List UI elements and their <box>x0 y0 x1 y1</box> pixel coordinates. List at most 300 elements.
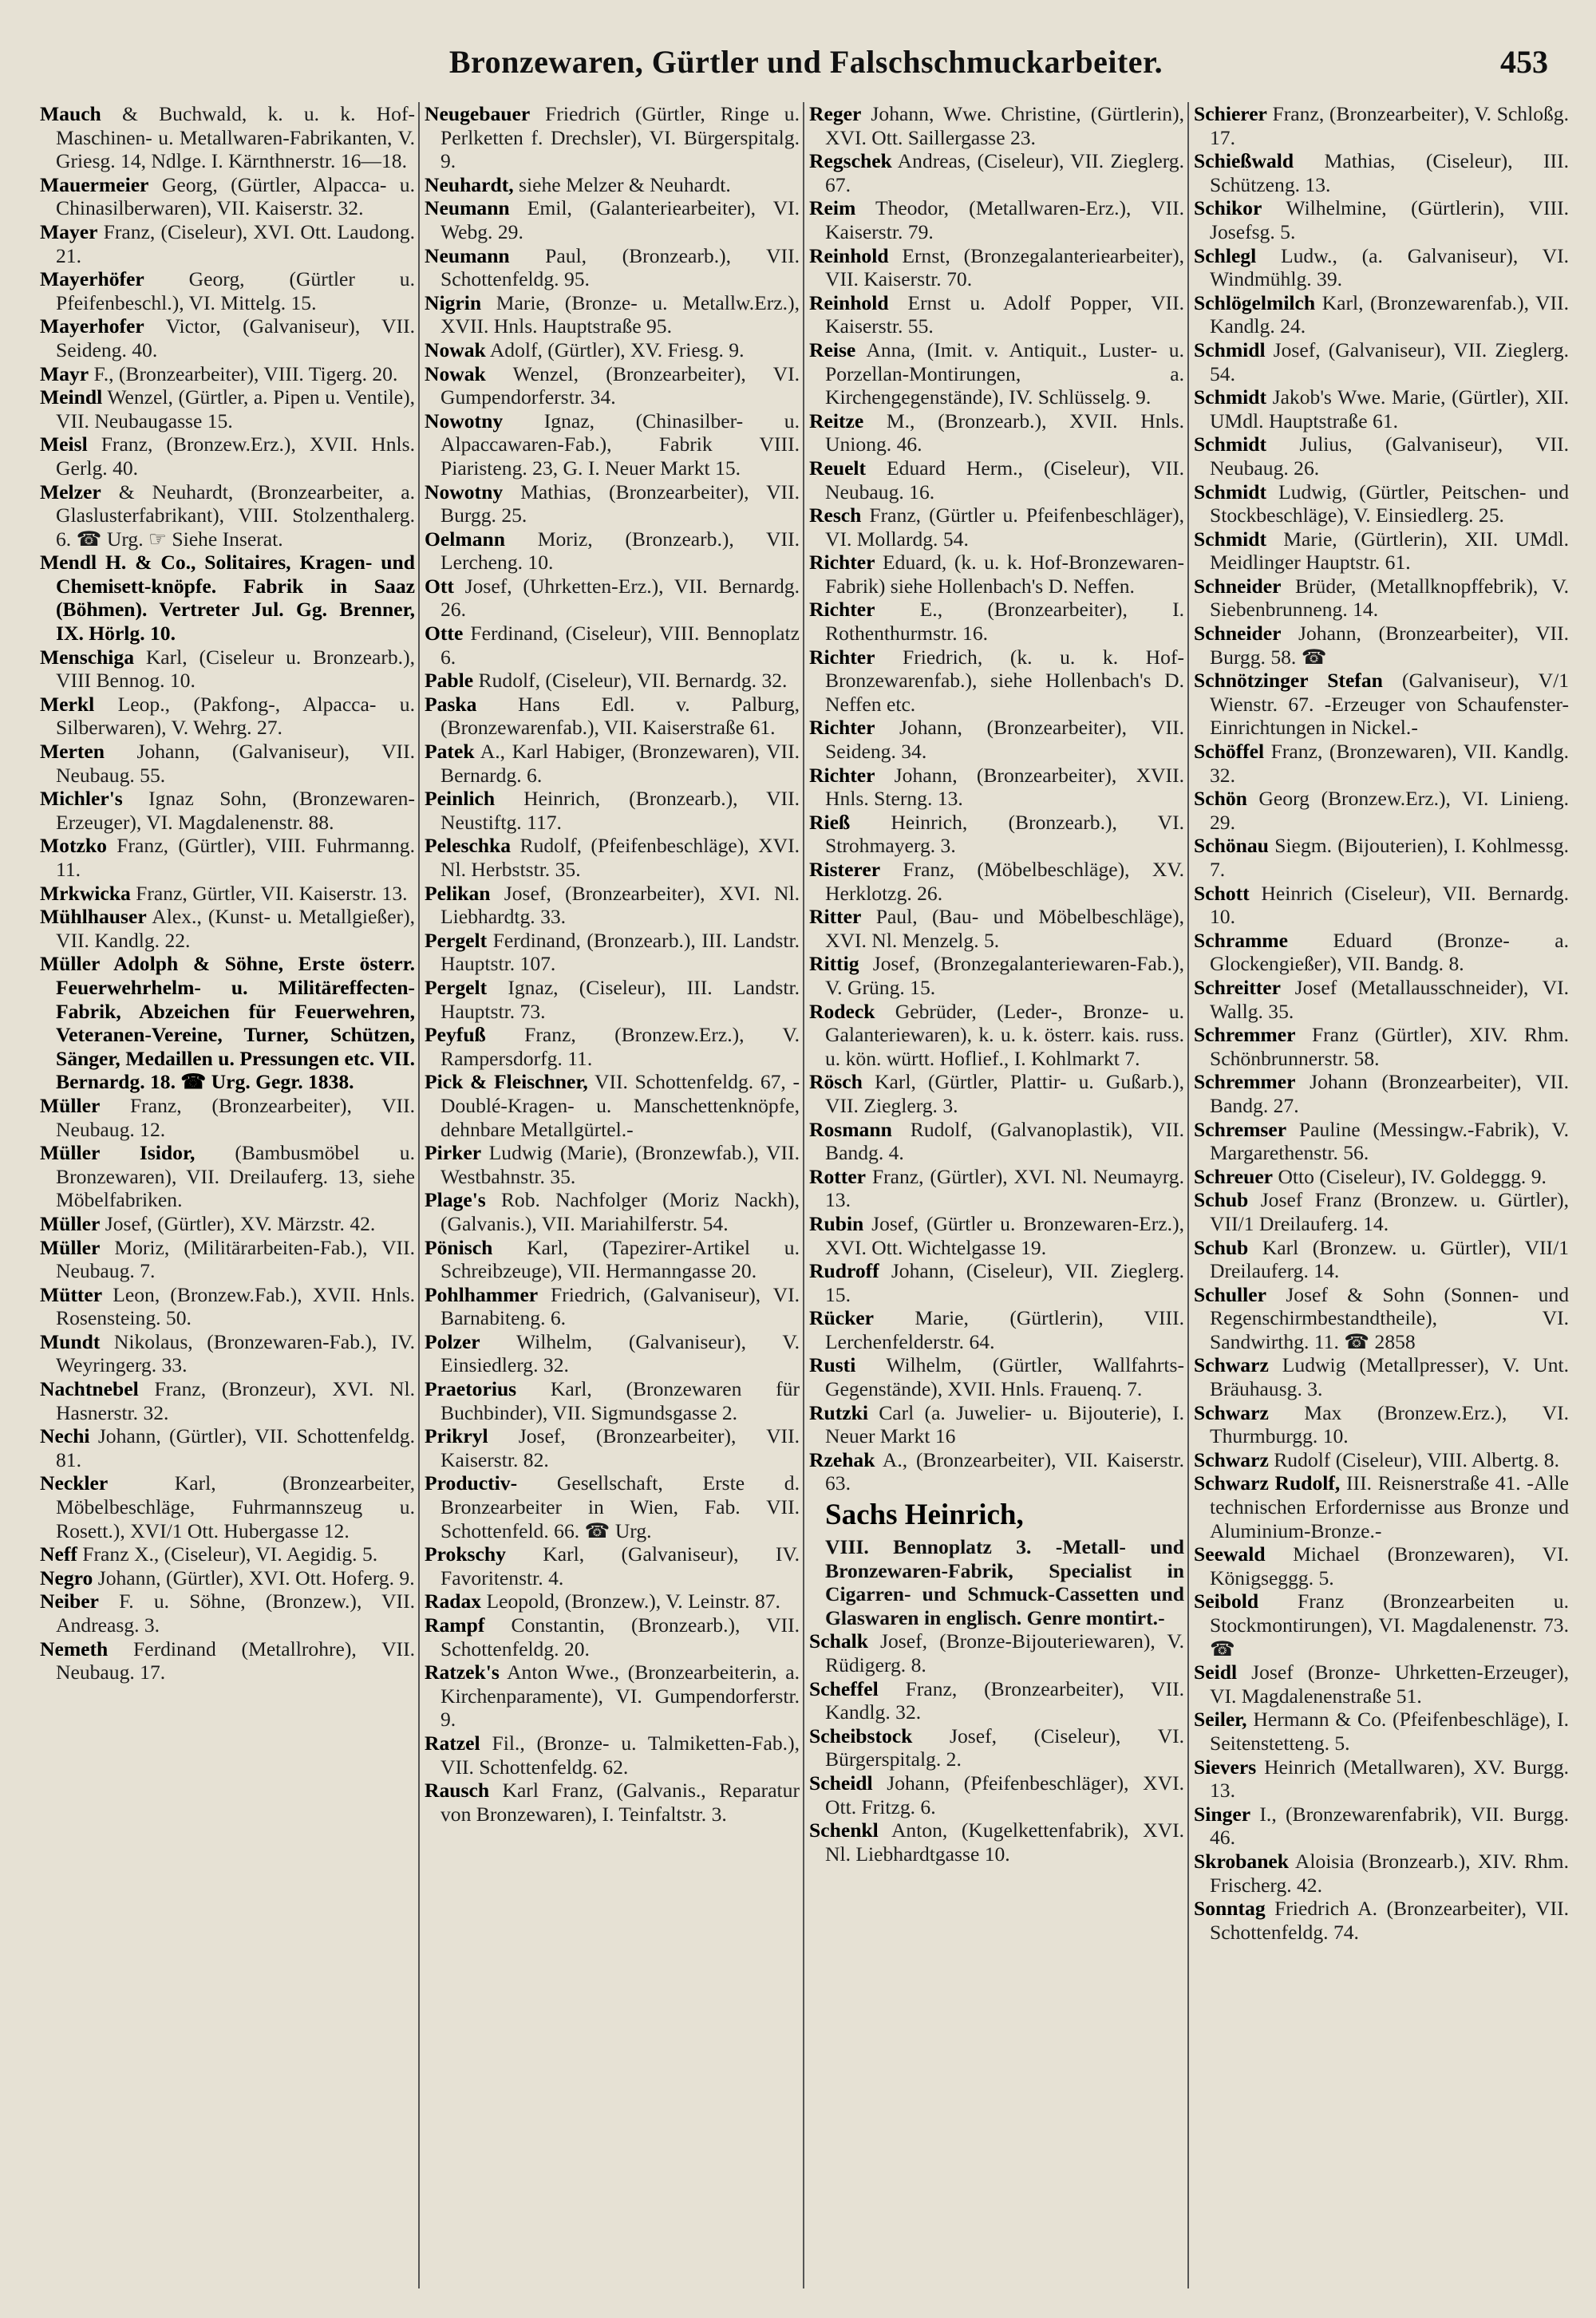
entry-name: Scheidl <box>809 1771 873 1795</box>
directory-entry <box>1194 527 1569 575</box>
directory-entry <box>1194 1803 1569 1850</box>
entry-name: Rudroff <box>809 1259 879 1283</box>
directory-entry <box>425 1023 800 1070</box>
entry-details: Leop., (Pakfong-, Alpacca- u. Silberwaren), V. Wehrg. 27. <box>56 692 415 740</box>
directory-entry <box>40 787 415 834</box>
entry-name: Sievers <box>1194 1755 1257 1779</box>
directory-entry <box>40 1471 415 1542</box>
entry-name: Productiv- <box>425 1471 518 1495</box>
entry-details: Josef, (Uhrketten-Erz.), VII. Bernardg. 26. <box>440 574 800 622</box>
entry-details: Rudolf, (Galvanoplastik), VII. Bandg. 4. <box>825 1117 1184 1165</box>
entry-details: Ernst u. Adolf Popper, VII. Kaiserstr. 55. <box>825 290 1184 338</box>
entry-details: Siegm. (Bijouterien), I. Kohlmessg. 7. <box>1210 834 1569 881</box>
directory-entry <box>425 1471 800 1542</box>
entry-name: Ratzel <box>425 1731 480 1755</box>
entry-name: Schmidl <box>1194 338 1266 361</box>
entry-name: Neff <box>40 1542 77 1566</box>
entry-details: Franz, (Bronzew.Erz.), XVII. Hnls. Gerlg. 40. <box>56 432 415 480</box>
entry-name: Nowotny <box>425 480 504 503</box>
entry-details: Josef & Sohn (Sonnen- und Regenschirmbestandtheile), VI. Sandwirthg. 11. ☎ 2858 <box>1210 1282 1569 1353</box>
entry-name: Mayerhofer <box>40 314 144 338</box>
entry-name: Peinlich <box>425 787 496 811</box>
entry-details: Wenzel, (Bronzearbeiter), VI. Gumpendorferstr. 34. <box>440 361 800 409</box>
entry-details: F., (Bronzearbeiter), VIII. Tigerg. 20. <box>89 361 398 385</box>
entry-details: Ludw., (a. Galvaniseur), VI. Windmühlg. 39. <box>1210 243 1569 291</box>
directory-entry <box>425 882 800 929</box>
entry-name: Prokschy <box>425 1542 506 1566</box>
directory-entry <box>809 646 1184 717</box>
entry-details: Nikolaus, (Bronzewaren-Fab.), IV. Weyringerg. 33. <box>56 1329 415 1377</box>
entry-name: Pohlhammer <box>425 1282 539 1306</box>
directory-entry <box>40 1094 415 1141</box>
entry-details: Brüder, (Metallknopffebrik), V. Siebenbrunneng. 14. <box>1210 574 1569 622</box>
entry-name: Nowak <box>425 361 486 385</box>
directory-entry <box>1194 480 1569 527</box>
entry-details: Max (Bronzew.Erz.), VI. Thurmburgg. 10. <box>1210 1400 1569 1448</box>
directory-entry <box>425 244 800 291</box>
entry-details: Josef (Bronze- Uhrketten-Erzeuger), VI. Magdalenenstraße 51. <box>1210 1661 1569 1708</box>
directory-entry <box>40 1566 415 1590</box>
entry-details: Gesellschaft, Erste d. Bronzearbeiter in Wien, Fab. VII. Schottenfeld. 66. ☎ Urg. <box>440 1471 800 1542</box>
entry-name: Pirker <box>425 1141 482 1165</box>
entry-details: Karl, (Bronzewarenfab.), VII. Kandlg. 24. <box>1210 290 1569 338</box>
directory-entry <box>1194 575 1569 622</box>
entry-name: Richter <box>809 716 875 740</box>
directory-entry <box>1194 432 1569 480</box>
directory-entry <box>809 764 1184 811</box>
entry-name: Skrobanek <box>1194 1849 1290 1873</box>
directory-entry <box>40 1377 415 1424</box>
entry-details: Wenzel, (Gürtler, a. Pipen u. Ventile), VII. Neubaugasse 15. <box>56 385 415 432</box>
entry-name: Michler's <box>40 787 123 811</box>
directory-entry <box>809 952 1184 999</box>
entry-details: Marie, (Bronze- u. Metallw.Erz.), XVII. Hnls. Hauptstraße 95. <box>440 290 800 338</box>
entry-details: Rudolf (Ciseleur), VIII. Albertg. 8. <box>1268 1447 1560 1471</box>
entry-details: Franz, (Bronzearbeiter), V. Schloßg. 17. <box>1210 102 1569 149</box>
column-3 <box>809 102 1184 2296</box>
entry-details: Eduard, (k. u. k. Hof-Bronzewaren-Fabrik) siehe Hollenbach's D. Neffen. <box>825 551 1184 598</box>
directory-entry <box>40 1424 415 1471</box>
directory-entry <box>809 716 1184 763</box>
entry-details: Leopold, (Bronzew.), V. Leinstr. 87. <box>481 1589 780 1613</box>
directory-entry <box>1194 1471 1569 1542</box>
entry-name: Schöffel <box>1194 740 1265 764</box>
entry-name: Mauch <box>40 102 101 125</box>
entry-name: Nachtnebel <box>40 1377 139 1401</box>
directory-entry <box>425 669 800 693</box>
entry-details: Karl Franz, (Galvanis., Reparatur von Bronzewaren), I. Teinfaltstr. 3. <box>440 1779 800 1826</box>
entry-details: Pauline (Messingw.-Fabrik), V. Margarethenstr. 56. <box>1210 1117 1569 1165</box>
entry-details: Ignaz, (Ciseleur), III. Landstr. Hauptstr. 73. <box>440 975 800 1023</box>
entry-details: Alex., (Kunst- u. Metallgießer), VII. Kandlg. 22. <box>56 905 415 952</box>
directory-entry <box>809 1724 1184 1771</box>
entry-name: Schenkl <box>809 1818 879 1842</box>
directory-entry <box>425 575 800 622</box>
directory-entry <box>1194 1353 1569 1400</box>
entry-details: siehe Melzer & Neuhardt. <box>513 172 731 196</box>
entry-name: Schmidt <box>1194 432 1267 456</box>
directory-entry <box>1194 385 1569 432</box>
entry-details: Heinrich (Ciseleur), VII. Bernardg. 10. <box>1210 881 1569 929</box>
directory-columns <box>40 102 1572 2296</box>
entry-name: Mühlhauser <box>40 905 147 929</box>
entry-name: Pergelt <box>425 928 488 952</box>
entry-name: Schneider <box>1194 622 1282 646</box>
entry-name: Reim <box>809 196 856 220</box>
entry-name: Rutzki <box>809 1400 868 1424</box>
directory-entry <box>809 1118 1184 1165</box>
entry-name: Mayerhöfer <box>40 267 144 291</box>
entry-details: Rob. Nachfolger (Moriz Nackh), (Galvanis.), VII. Mariahilferstr. 54. <box>440 1188 800 1235</box>
entry-name: Reitze <box>809 409 864 432</box>
directory-entry <box>1194 1850 1569 1897</box>
directory-entry <box>809 1165 1184 1212</box>
directory-entry <box>1194 1448 1569 1472</box>
directory-entry <box>425 527 800 575</box>
entry-details: Leon, (Bronzew.Fab.), XVII. Hnls. Rosensteing. 50. <box>56 1282 415 1330</box>
entry-details: Josef, (Bronzearbeiter), VII. Kaiserstr. 82. <box>440 1424 800 1471</box>
directory-entry <box>425 1732 800 1779</box>
directory-entry <box>425 693 800 740</box>
entry-name: Schönau <box>1194 834 1269 858</box>
directory-entry <box>425 1330 800 1377</box>
entry-name: Rausch <box>425 1779 490 1803</box>
entry-name: Radax <box>425 1589 482 1613</box>
entry-details: Ludwig (Metallpresser), V. Unt. Bräuhausg. 3. <box>1210 1353 1569 1401</box>
directory-entry <box>1194 976 1569 1023</box>
entry-name: Richter <box>809 763 875 787</box>
entry-name: Rzehak <box>809 1447 875 1471</box>
entry-name: Müller <box>40 1211 101 1235</box>
entry-details: Franz, (Möbelbeschläge), XV. Herklotzg. 26. <box>825 858 1184 905</box>
entry-name: Schikor <box>1194 196 1262 220</box>
entry-name: Meisl <box>40 432 88 456</box>
entry-name: Polzer <box>425 1329 480 1353</box>
directory-entry <box>40 905 415 952</box>
directory-entry <box>40 362 415 386</box>
directory-entry <box>425 291 800 338</box>
entry-details: Josef, (Bronzegalanteriewaren-Fab.), V. Grüng. 15. <box>825 952 1184 999</box>
entry-name: Melzer <box>40 480 101 503</box>
entry-details: Franz, (Gürtler), VIII. Fuhrmanng. 11. <box>56 834 415 881</box>
entry-details: Julius, (Galvaniseur), VII. Neubaug. 26. <box>1210 432 1569 480</box>
directory-entry <box>809 102 1184 149</box>
column-2 <box>425 102 800 2296</box>
entry-details: Marie, (Gürtlerin), XII. UMdl. Meidlinger Hauptstr. 61. <box>1210 527 1569 575</box>
entry-details: Gebrüder, (Leder-, Bronze- u. Galanteriewaren), k. u. k. österr. kais. russ. u. kön. württ. Hoflief., I. Kohlmarkt 7. <box>825 999 1184 1070</box>
entry-details: VII. Schottenfeldg. 67, -Doublé-Kragen- u. Manschettenknöpfe, dehnbare Metallgürtel.- <box>440 1070 800 1141</box>
entry-details: Franz X., (Ciseleur), VI. Aegidig. 5. <box>77 1542 378 1566</box>
entry-details: Ludwig (Marie), (Bronzewfab.), VII. Westbahnstr. 35. <box>440 1141 800 1188</box>
entry-name: Ratzek's <box>425 1661 500 1684</box>
directory-entry <box>1194 1236 1569 1283</box>
directory-entry <box>809 338 1184 409</box>
entry-name: Mundt <box>40 1329 101 1353</box>
entry-details: Franz, (Gürtler), XVI. Nl. Neumayrg. 13. <box>825 1164 1184 1212</box>
entry-details: Ignaz, (Chinasilber- u. Alpaccawaren-Fab.), Fabrik VIII. Piaristeng. 23, G. I. Neuer Markt 15. <box>440 409 800 480</box>
entry-details: Josef, (Gürtler), XV. Märzstr. 42. <box>100 1211 376 1235</box>
entry-name: Neuhardt, <box>425 172 514 196</box>
entry-name: Motzko <box>40 834 107 858</box>
entry-name: Paska <box>425 692 477 716</box>
directory-entry <box>1194 291 1569 338</box>
entry-name: Mütter <box>40 1282 103 1306</box>
entry-details: Josef, (Bronze-Bijouteriewaren), V. Rüdigerg. 8. <box>825 1629 1184 1676</box>
entry-name: Neumann <box>425 196 510 220</box>
entry-details: Karl, (Bronzearbeiter, Möbelbeschläge, Fuhrmannszeug u. Rosett.), XVI/1 Ott. Hubergasse 12. <box>56 1471 415 1542</box>
entry-name: Patek <box>425 740 475 764</box>
entry-name: Neumann <box>425 243 510 267</box>
directory-entry <box>425 1070 800 1141</box>
entry-name: Singer <box>1194 1802 1251 1826</box>
entry-name: Schalk <box>809 1629 868 1653</box>
entry-name: Sachs Heinrich, <box>825 1499 1024 1532</box>
entry-details: Franz, (Bronzeur), XVI. Nl. Hasnerstr. 32. <box>56 1377 415 1424</box>
entry-name: Neugebauer <box>425 102 531 125</box>
entry-name: Rösch <box>809 1070 863 1094</box>
directory-entry <box>40 646 415 693</box>
entry-details: Franz, (Bronzearbeiter), VII. Neubaug. 12. <box>56 1093 415 1141</box>
entry-name: Ritter <box>809 905 862 929</box>
directory-entry <box>425 740 800 787</box>
entry-name: Schön <box>1194 787 1247 811</box>
entry-name: Schwarz Rudolf, <box>1194 1471 1341 1495</box>
entry-details: Josef, (Gürtler u. Bronzewaren-Erz.), XVI. Ott. Wichtelgasse 19. <box>825 1211 1184 1259</box>
directory-entry <box>40 267 415 314</box>
directory-entry <box>425 976 800 1023</box>
entry-name: Rusti <box>809 1353 856 1377</box>
entry-name: Müller Adolph & Söhne, Erste österr. Feuerwehrhelm- u. Militäreffecten-Fabrik, Abzeichen für Feuerwehren, Veteranen-Vereine, Turner, Schützen, Sänger, Medaillen u. Pressungen etc. VII. Bernardg. 18. ☎ Urg. Gegr. 1838. <box>40 952 415 1094</box>
directory-entry <box>1194 882 1569 929</box>
entry-details: Heinrich (Metallwaren), XV. Burgg. 13. <box>1210 1755 1569 1803</box>
entry-name: Neiber <box>40 1589 99 1613</box>
entry-details: Johann, (Bronzearbeiter), VII. Seideng. 34. <box>825 716 1184 764</box>
entry-details: Paul, (Bronzearb.), VII. Schottenfeldg. 95. <box>440 243 800 291</box>
directory-entry <box>1194 1897 1569 1944</box>
entry-name: Schramme <box>1194 928 1288 952</box>
entry-name: Schuller <box>1194 1282 1267 1306</box>
entry-name: Pergelt <box>425 975 488 999</box>
directory-entry <box>809 598 1184 645</box>
directory-entry <box>40 173 415 220</box>
directory-entry <box>40 1212 415 1236</box>
directory-entry <box>40 551 415 645</box>
entry-name: Pönisch <box>425 1235 493 1259</box>
entry-details: Wilhelm, (Gürtler, Wallfahrts-Gegenstände), XVII. Hnls. Frauenq. 7. <box>825 1353 1184 1401</box>
entry-details: Josef (Metallausschneider), VI. Wallg. 35. <box>1210 975 1569 1023</box>
entry-name: Praetorius <box>425 1377 517 1401</box>
entry-details: Michael (Bronzewaren), VI. Königseggg. 5. <box>1210 1542 1569 1589</box>
directory-entry <box>40 1589 415 1637</box>
entry-name: Schmidt <box>1194 480 1267 503</box>
entry-details: Anna, (Imit. v. Antiquit., Luster- u. Porzellan-Montirungen, a. Kirchengegenstände), IV. Schlüsselg. 9. <box>825 338 1184 409</box>
entry-details: Hermann & Co. (Pfeifenbeschläge), I. Seitenstetteng. 5. <box>1210 1708 1569 1755</box>
entry-details: Eduard Herm., (Ciseleur), VII. Neubaug. 16. <box>825 456 1184 503</box>
entry-details: Karl, (Galvaniseur), IV. Favoritenstr. 4. <box>440 1542 800 1589</box>
page-header <box>32 40 1580 96</box>
entry-details: Ernst, (Bronzegalanteriearbeiter), VII. Kaiserstr. 70. <box>825 243 1184 291</box>
entry-details: Otto (Ciseleur), IV. Goldeggg. 9. <box>1273 1164 1547 1188</box>
entry-name: Schwarz <box>1194 1447 1269 1471</box>
directory-entry <box>809 1306 1184 1353</box>
directory-entry <box>1194 1708 1569 1755</box>
entry-details: Marie, (Gürtlerin), VIII. Lerchenfelderstr. 64. <box>825 1306 1184 1353</box>
entry-name: Peyfuß <box>425 1023 486 1047</box>
entry-name: Rotter <box>809 1164 867 1188</box>
entry-details: I., (Bronzewarenfabrik), VII. Burgg. 46. <box>1210 1802 1569 1850</box>
entry-name: Seibold <box>1194 1589 1259 1613</box>
entry-name: Schlegl <box>1194 243 1257 267</box>
directory-entry <box>809 551 1184 598</box>
entry-details: Rudolf, (Pfeifenbeschläge), XVI. Nl. Herbststr. 35. <box>440 834 800 881</box>
directory-entry <box>425 480 800 527</box>
entry-details: Franz, Gürtler, VII. Kaiserstr. 13. <box>130 881 408 905</box>
entry-details: Johann, Wwe. Christine, (Gürtlerin), XVI. Ott. Saillergasse 23. <box>825 102 1184 149</box>
entry-name: Nowotny <box>425 409 504 432</box>
entry-name: Seiler, <box>1194 1708 1247 1732</box>
entry-name: Menschiga <box>40 645 135 669</box>
directory-entry <box>425 1236 800 1283</box>
page-number: 453 <box>1500 44 1548 80</box>
entry-details: Johann, (Gürtler), VII. Schottenfeldg. 81. <box>56 1424 415 1471</box>
entry-name: Schießwald <box>1194 149 1294 173</box>
directory-entry <box>809 1212 1184 1259</box>
entry-details: Josef Franz (Bronzew. u. Gürtler), VII/1 Dreilauferg. 14. <box>1210 1188 1569 1235</box>
entry-details: Georg, (Gürtler, Alpacca- u. Chinasilberwaren), VII. Kaiserstr. 32. <box>56 172 415 220</box>
directory-entry <box>1194 102 1569 149</box>
entry-details: Mathias, (Ciseleur), III. Schützeng. 13. <box>1210 149 1569 196</box>
entry-name: Schlögelmilch <box>1194 290 1316 314</box>
entry-details: Ignaz Sohn, (Bronzewaren-Erzeuger), VI. Magdalenenstr. 88. <box>56 787 415 834</box>
directory-entry <box>425 1589 800 1613</box>
directory-entry <box>809 1448 1184 1495</box>
directory-entry <box>40 1236 415 1283</box>
directory-entry <box>809 456 1184 503</box>
directory-entry <box>40 693 415 740</box>
entry-details: Rudolf, (Ciseleur), VII. Bernardg. 32. <box>473 669 788 693</box>
directory-entry <box>425 1188 800 1235</box>
directory-entry <box>809 1353 1184 1400</box>
entry-name: Reinhold <box>809 243 889 267</box>
directory-entry <box>425 1424 800 1471</box>
entry-name: Schmidt <box>1194 527 1267 551</box>
entry-details: Hans Edl. v. Palburg, (Bronzewarenfab.), VII. Kaiserstraße 61. <box>440 692 800 740</box>
entry-name: Schwarz <box>1194 1400 1269 1424</box>
entry-name: Rücker <box>809 1306 875 1330</box>
entry-name: Merten <box>40 740 105 764</box>
directory-entry <box>809 858 1184 905</box>
directory-entry <box>1194 834 1569 881</box>
entry-name: Regschek <box>809 149 892 173</box>
entry-details: Karl, (Ciseleur u. Bronzearb.), VIII Bennog. 10. <box>56 645 415 693</box>
entry-details: Johann, (Bronzearbeiter), VII. Burgg. 58. ☎ <box>1210 622 1569 669</box>
directory-entry <box>425 102 800 173</box>
entry-details: Andreas, (Ciseleur), VII. Zieglerg. 67. <box>825 149 1184 196</box>
directory-entry <box>425 409 800 480</box>
column-divider <box>418 102 420 2288</box>
entry-details: Karl, (Gürtler, Plattir- u. Gußarb.), VII. Zieglerg. 3. <box>825 1070 1184 1117</box>
directory-entry <box>425 1613 800 1661</box>
entry-name: Schneider <box>1194 574 1282 598</box>
entry-details: Franz, (Gürtler u. Pfeifenbeschläger), VI. Mollardg. 54. <box>825 503 1184 551</box>
entry-details: Moriz, (Bronzearb.), VII. Lercheng. 10. <box>440 527 800 575</box>
entry-details: (Bambusmöbel u. Bronzewaren), VII. Dreilauferg. 13, siehe Möbelfabriken. <box>56 1141 415 1212</box>
entry-name: Sonntag <box>1194 1897 1266 1921</box>
entry-name: Seidl <box>1194 1661 1238 1684</box>
entry-name: Rodeck <box>809 999 875 1023</box>
entry-details: Victor, (Galvaniseur), VII. Seideng. 40. <box>56 314 415 361</box>
directory-entry <box>1194 149 1569 196</box>
directory-entry <box>40 432 415 480</box>
entry-name: Seewald <box>1194 1542 1266 1566</box>
directory-entry <box>40 1141 415 1212</box>
directory-entry <box>40 220 415 267</box>
page-title: Bronzewaren, Gürtler und Falschschmuckarbeiter. <box>448 44 1163 80</box>
entry-details: F. u. Söhne, (Bronzew.), VII. Andreasg. 3. <box>56 1589 415 1637</box>
entry-details: Friedrich, (Galvaniseur), VI. Barnabiteng. 6. <box>440 1282 800 1330</box>
entry-name: Resch <box>809 503 862 527</box>
entry-name: Schott <box>1194 881 1250 905</box>
entry-details: Friedrich A. (Bronzearbeiter), VII. Schottenfeldg. 74. <box>1210 1897 1569 1944</box>
entry-name: Otte <box>425 622 464 646</box>
directory-entry <box>425 1661 800 1732</box>
directory-entry <box>809 196 1184 243</box>
directory-entry <box>40 834 415 881</box>
directory-entry <box>809 1259 1184 1306</box>
directory-entry <box>40 1637 415 1684</box>
directory-entry <box>809 811 1184 858</box>
entry-name: Mayer <box>40 219 98 243</box>
directory-entry <box>809 1677 1184 1724</box>
entry-details: Johann (Bronzearbeiter), VII. Bandg. 27. <box>1210 1070 1569 1117</box>
directory-entry <box>40 1283 415 1330</box>
entry-name: Plage's <box>425 1188 486 1212</box>
entry-details: Wilhelmine, (Gürtlerin), VIII. Josefsg. 5. <box>1210 196 1569 243</box>
entry-details: Josef, (Bronzearbeiter), XVI. Nl. Liebhardtg. 33. <box>440 881 800 929</box>
entry-details: Johann, (Pfeifenbeschläger), XVI. Ott. Fritzg. 6. <box>825 1771 1184 1818</box>
entry-name: Richter <box>809 551 875 575</box>
entry-details: Franz, (Ciseleur), XVI. Ott. Laudong. 21. <box>56 219 415 267</box>
directory-entry <box>809 1771 1184 1818</box>
entry-name: Schub <box>1194 1188 1249 1212</box>
directory-entry <box>1194 1755 1569 1803</box>
entry-details: Josef, (Galvaniseur), VII. Zieglerg. 54. <box>1210 338 1569 385</box>
directory-entry <box>1194 338 1569 385</box>
entry-name: Reger <box>809 102 862 125</box>
entry-details: Aloisia (Bronzearb.), XIV. Rhm. Frischerg. 42. <box>1210 1849 1569 1897</box>
entry-details: Carl (a. Juwelier- u. Bijouterie), I. Neuer Markt 16 <box>825 1400 1184 1448</box>
entry-name: Schremmer <box>1194 1070 1296 1094</box>
directory-entry <box>1194 1283 1569 1354</box>
directory-entry <box>809 1401 1184 1448</box>
directory-entry <box>425 173 800 197</box>
entry-details: Karl (Bronzew. u. Gürtler), VII/1 Dreilauferg. 14. <box>1210 1235 1569 1283</box>
entry-details: Friedrich, (k. u. k. Hof-Bronzewarenfab.), siehe Hollenbach's D. Neffen etc. <box>825 645 1184 716</box>
entry-details: Franz (Bronzearbeiten u. Stockmontirungen), VI. Magdalenenstr. 73. ☎ <box>1210 1589 1569 1661</box>
entry-details: (Galvaniseur), V/1 Wienstr. 67. -Erzeuger von Schaufenster-Einrichtungen in Nickel.- <box>1210 669 1569 740</box>
entry-details: Wilhelm, (Galvaniseur), V. Einsiedlerg. 32. <box>440 1329 800 1377</box>
entry-name: Neckler <box>40 1471 109 1495</box>
entry-name: Richter <box>809 645 875 669</box>
directory-entry <box>809 1070 1184 1117</box>
entry-name: Nowak <box>425 338 486 361</box>
entry-details: Johann, (Bronzearbeiter), XVII. Hnls. Sterng. 13. <box>825 763 1184 811</box>
entry-details: Jakob's Wwe. Marie, (Gürtler), XII. UMdl. Hauptstraße 61. <box>1210 385 1569 432</box>
entry-name: Nigrin <box>425 290 482 314</box>
entry-details: Ferdinand, (Bronzearb.), III. Landstr. Hauptstr. 107. <box>440 928 800 976</box>
entry-name: Mrkwicka <box>40 881 131 905</box>
entry-details: Johann, (Gürtler), XVI. Ott. Hoferg. 9. <box>93 1566 415 1589</box>
